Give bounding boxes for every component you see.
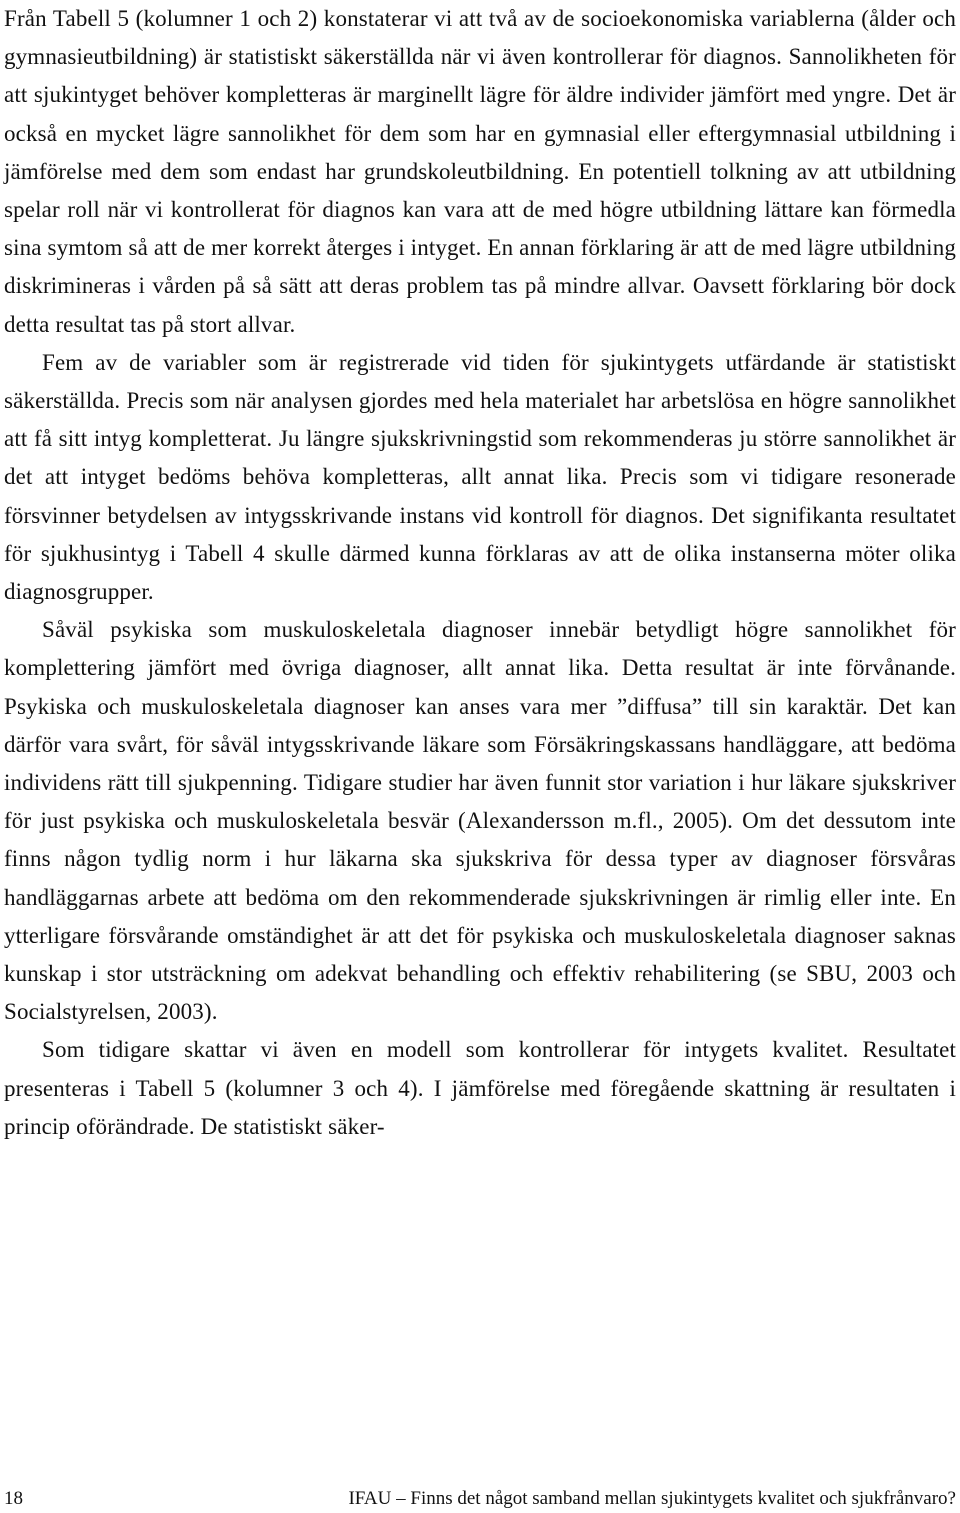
running-title: IFAU – Finns det något samband mellan sjukintygets kvalitet och sjukfrånvaro?	[348, 1488, 956, 1509]
paragraph-1: Från Tabell 5 (kolumner 1 och 2) konstaterar vi att två av de socioekonomiska variablerna (ålder och gymnasieutbildning) är statistiskt säkerställda när vi även kontrollerar för diagnos. Sannolikheten för att sjukintyget behöver kompletteras är marginellt lägre för äldre individer jämfört med yngre. Det är också en mycket lägre sannolikhet för dem som har en gymnasial eller eftergymnasial utbildning i jämförelse med dem som endast har grundskoleutbildning. En potentiell tolkning av att utbildning spelar roll när vi kontrollerat för diagnos kan vara att de med högre utbildning lättare kan förmedla sina symtom så att de mer korrekt återges i intyget. En annan förklaring är att de med lägre utbildning diskrimineras i vården på så sätt att deras problem tas på mindre allvar. Oavsett förklaring bör dock detta resultat tas på stort allvar.	[4, 6, 957, 337]
page-footer	[4, 1487, 956, 1511]
paragraph-4: Som tidigare skattar vi även en modell som kontrollerar för intygets kvalitet. Resultatet presenteras i Tabell 5 (kolumner 3 och 4). I jämförelse med föregående skattning är resultaten i princip oförändrade. De statistiskt säker-	[4, 1037, 956, 1139]
paragraph-2: Fem av de variabler som är registrerade vid tiden för sjukintygets utfärdande är statistiskt säkerställda. Precis som när analysen gjordes med hela materialet har arbetslösa en högre sannolikhet att få sitt intyg kompletterat. Ju längre sjukskrivningstid som rekommenderas ju större sannolikhet är det att intyget bedöms behöva kompletteras, allt annat lika. Precis som vi tidigare resonerade försvinner betydelsen av intygsskrivande instans vid kontroll för diagnos. Det signifikanta resultatet för sjukhusintyg i Tabell 4 skulle därmed kunna förklaras av att de olika instanserna möter olika diagnosgrupper.	[4, 349, 956, 605]
paragraph-3: Såväl psykiska som muskuloskeletala diagnoser innebär betydligt högre sannolikhet för komplettering jämfört med övriga diagnoser, allt annat lika. Detta resultat är inte förvånande. Psykiska och muskuloskeletala diagnoser kan anses vara mer ”diffusa” till sin karaktär. Det kan därför vara svårt, för såväl intygsskrivande läkare som Försäkringskassans handläggare, att bedöma individens rätt till sjukpenning. Tidigare studier har även funnit stor variation i hur läkare sjukskriver för just psykiska och muskuloskeletala besvär (Alexandersson m.fl., 2005). Om det dessutom inte finns någon tydlig norm i hur läkarna ska sjukskriva för dessa typer av diagnoser försvåras handläggarnas arbete att bedöma om den rekommenderade sjukskrivningen är rimlig eller inte. En ytterligare försvårande omständighet är att det för psykiska och muskuloskeletala diagnoser saknas kunskap i stor utsträckning om adekvat behandling och effektiv rehabilitering (se SBU, 2003 och Socialstyrelsen, 2003).	[4, 617, 956, 1025]
page-number: 18	[4, 1488, 23, 1509]
document-body	[4, 0, 956, 1146]
